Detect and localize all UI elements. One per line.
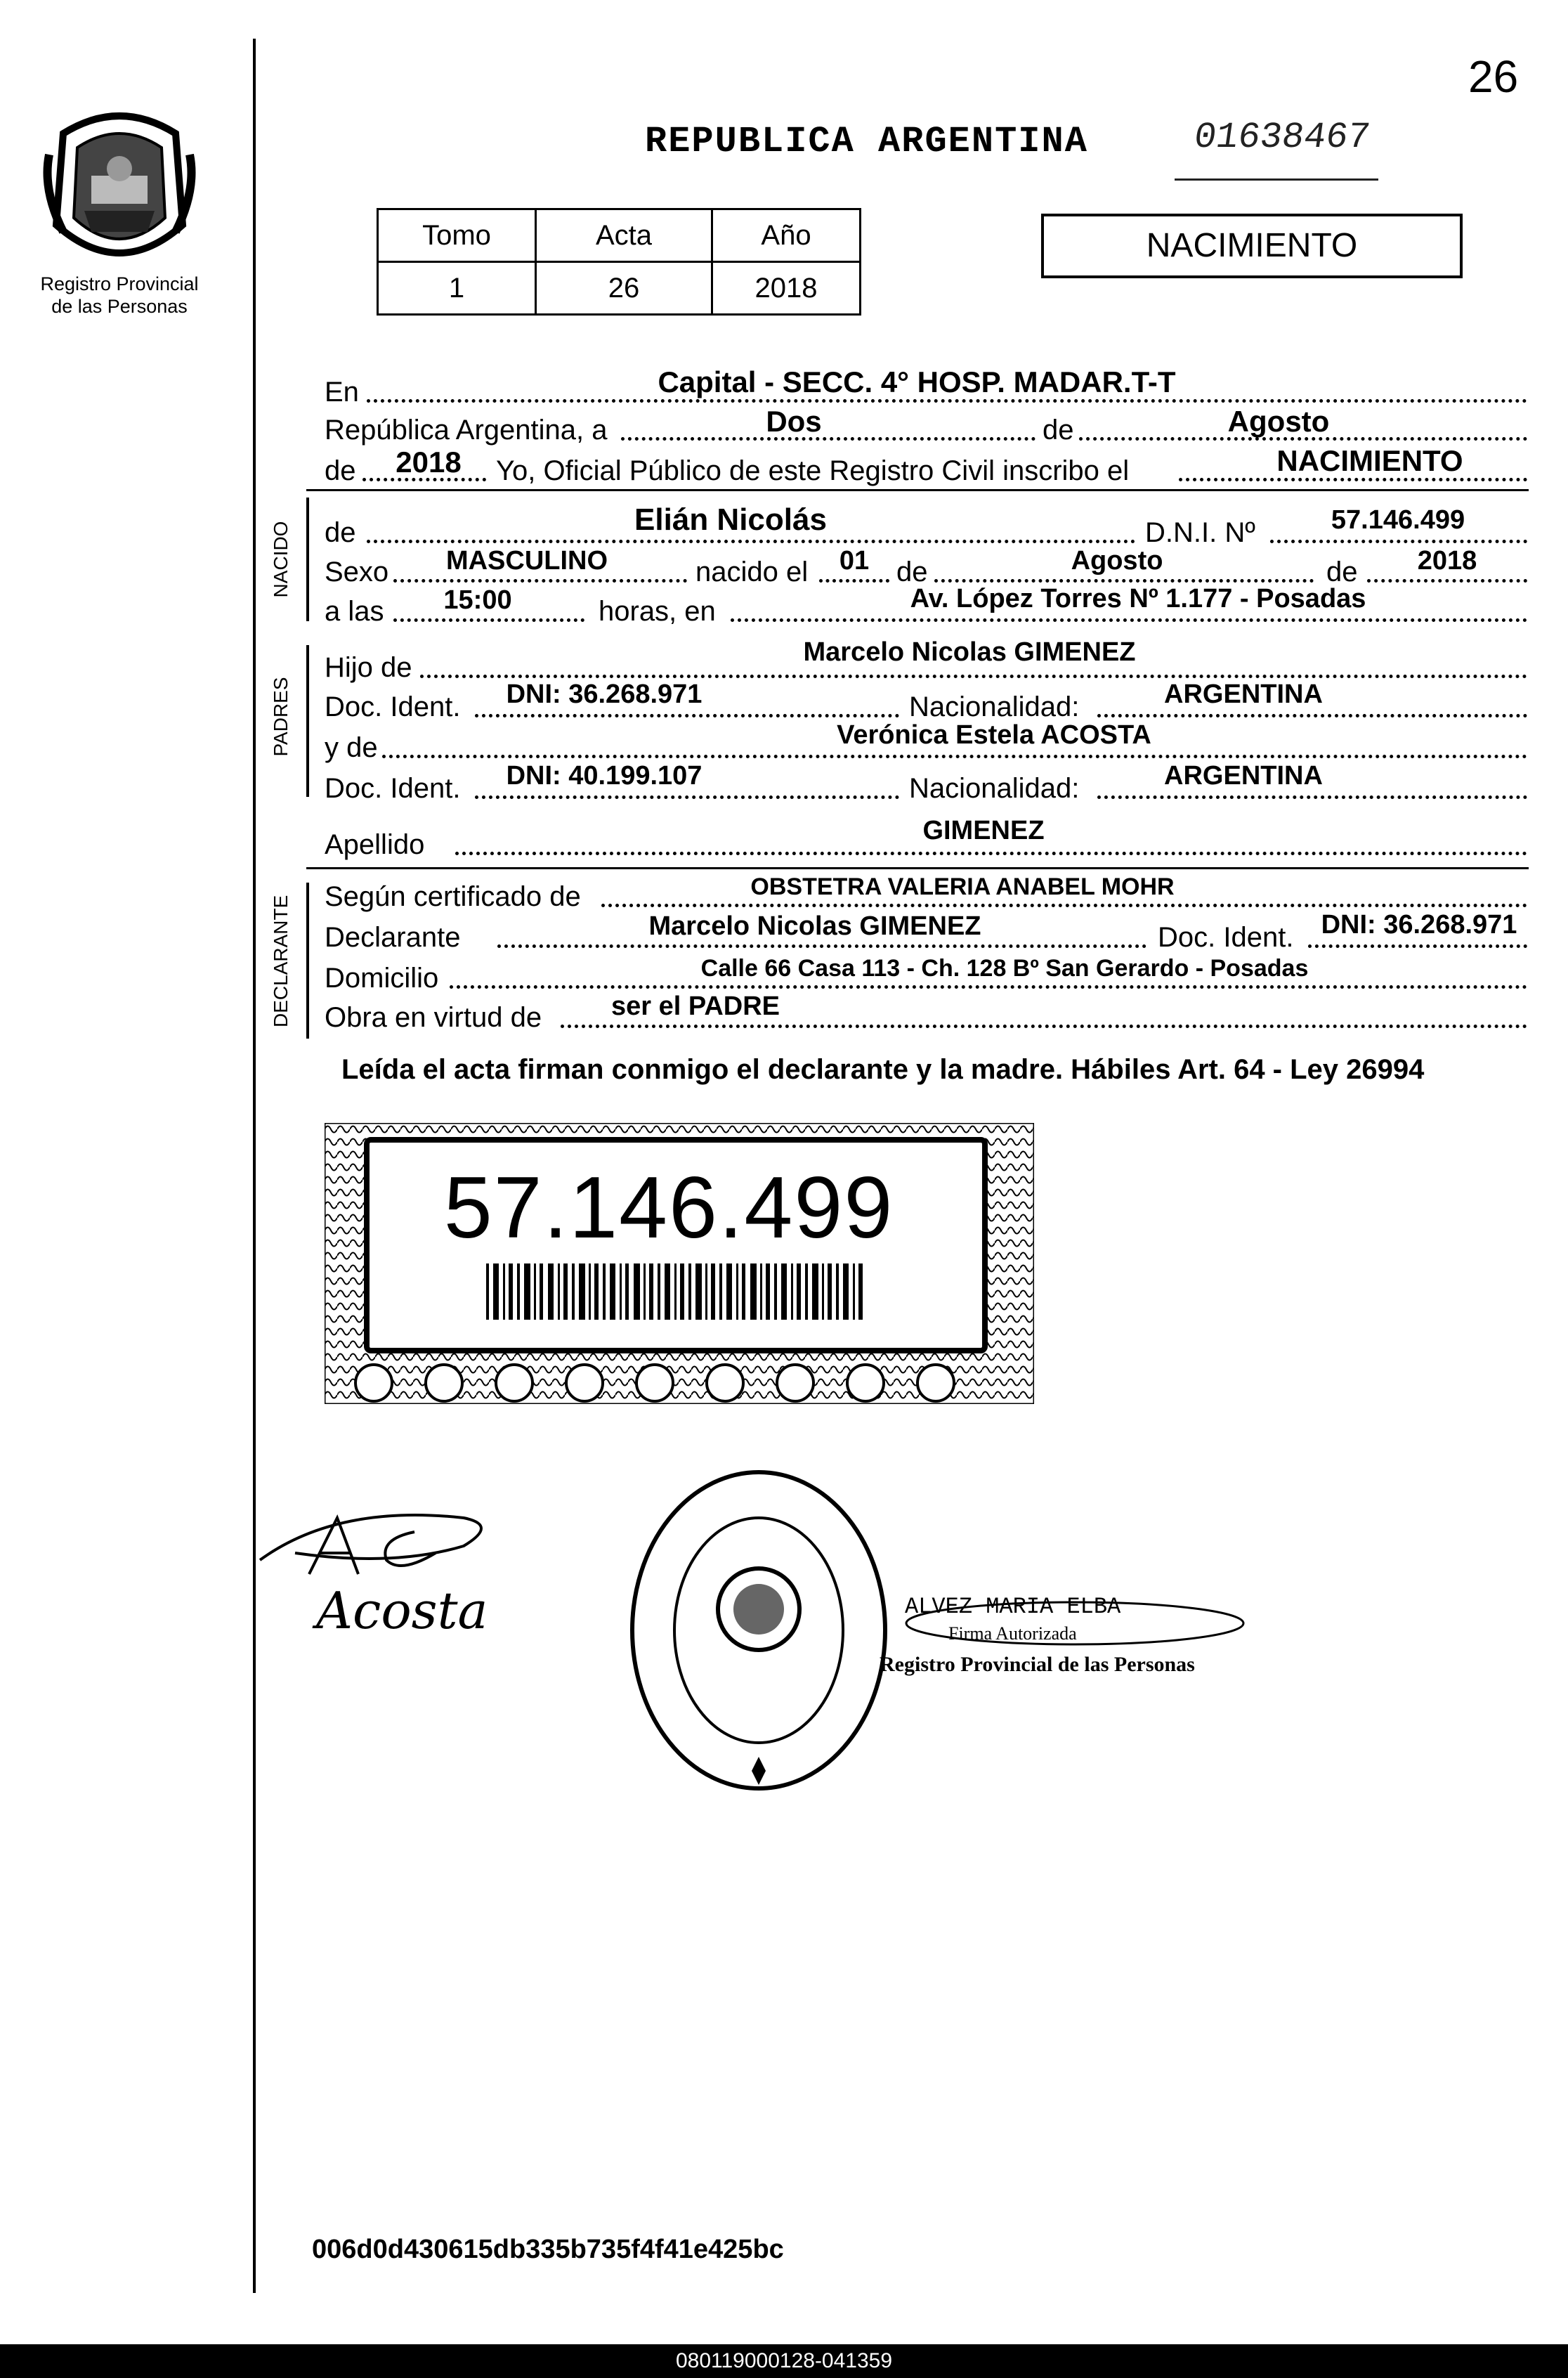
official-text: Yo, Oficial Público de este Registro Civil inscribo el	[496, 455, 1130, 486]
hijo-label: Hijo de	[325, 652, 412, 683]
ref-value-tomo: 1	[378, 262, 536, 315]
mother-nat-label: Nacionalidad:	[909, 773, 1080, 804]
father-nat-label: Nacionalidad:	[909, 691, 1080, 722]
declarante-name: Marcelo Nicolas GIMENEZ	[648, 911, 981, 941]
signing-note: Leída el acta firman conmigo el declarante y la madre. Hábiles Art. 64 - Ley 26994	[341, 1054, 1425, 1085]
declarante-doc-label: Doc. Ident.	[1158, 922, 1294, 953]
dots	[393, 618, 584, 622]
apellido-label: Apellido	[325, 829, 425, 860]
section-rule	[306, 867, 1529, 869]
dots	[367, 399, 1527, 403]
birth-time: 15:00	[443, 585, 512, 615]
dots	[420, 675, 1527, 678]
dots	[455, 852, 1527, 855]
record-type-box: NACIMIENTO	[1041, 214, 1463, 278]
registry-label-line2: de las Personas	[51, 296, 188, 317]
mother-nationality: ARGENTINA	[1164, 761, 1323, 791]
document-hash: 006d0d430615db335b735f4f41e425bc	[312, 2235, 784, 2264]
margin-rule	[253, 39, 256, 2293]
nacido-section-label: NACIDO	[270, 521, 292, 598]
dni-label: D.N.I. Nº	[1145, 517, 1255, 548]
dni-sticker	[325, 1123, 1034, 1404]
declarante-section-label: DECLARANTE	[270, 895, 292, 1027]
birth-month: Agosto	[1071, 546, 1163, 576]
dots	[621, 437, 1035, 441]
dots	[1367, 579, 1527, 583]
official-subtitle: Firma Autorizada	[948, 1623, 1077, 1644]
father-doc: DNI: 36.268.971	[506, 680, 703, 709]
province-seal	[42, 105, 197, 274]
month-value: Agosto	[1227, 405, 1330, 438]
place-value: Capital - SECC. 4° HOSP. MADAR.T-T	[658, 365, 1176, 398]
nacido-de-label-3: de	[1326, 557, 1358, 587]
ref-header-acta: Acta	[536, 209, 712, 262]
cert-value: OBSTETRA VALERIA ANABEL MOHR	[750, 873, 1175, 900]
ref-table	[377, 208, 861, 316]
declarante-label: Declarante	[325, 922, 461, 953]
obra-label: Obra en virtud de	[325, 1002, 542, 1033]
mother-name: Verónica Estela ACOSTA	[837, 720, 1151, 750]
dots	[1097, 795, 1527, 799]
father-nationality: ARGENTINA	[1164, 680, 1323, 709]
serial-underline	[1175, 178, 1378, 181]
obra-value: ser el PADRE	[610, 992, 780, 1021]
dots	[475, 714, 899, 717]
official-name: ALVEZ MARIA ELBA	[905, 1594, 1121, 1620]
domicilio-value: Calle 66 Casa 113 - Ch. 128 Bº San Gerardo - Posadas	[700, 955, 1309, 982]
padres-bar	[306, 645, 309, 797]
domicilio-label: Domicilio	[325, 963, 439, 994]
dots	[934, 579, 1314, 583]
mother-doc: DNI: 40.199.107	[506, 761, 703, 791]
ref-header-tomo: Tomo	[378, 209, 536, 262]
nacido-bar	[306, 498, 309, 621]
day-value: Dos	[766, 405, 822, 438]
dots	[475, 795, 899, 799]
dots	[1270, 540, 1527, 543]
declarante-doc: DNI: 36.268.971	[1321, 910, 1517, 940]
dots	[1179, 478, 1527, 481]
footer-code: 080119000128-041359	[0, 2344, 1568, 2378]
serial-number: 01638467	[1191, 117, 1373, 158]
sexo-label: Sexo	[325, 557, 389, 587]
dots	[601, 904, 1527, 907]
birth-place: Av. López Torres Nº 1.177 - Posadas	[910, 584, 1366, 613]
year-prefix-label: de	[325, 455, 356, 486]
year-value: 2018	[396, 446, 462, 479]
inscribed-value: NACIMIENTO	[1276, 444, 1463, 477]
apellido-value: GIMENEZ	[922, 816, 1045, 845]
cert-label: Según certificado de	[325, 881, 581, 912]
birth-year: 2018	[1417, 546, 1477, 576]
dots	[497, 944, 1146, 948]
dots	[382, 755, 1527, 758]
horas-label: horas, en	[599, 596, 716, 627]
registry-stamp-icon	[618, 1462, 899, 1799]
de-label: de	[1043, 415, 1074, 446]
nacido-de-label-2: de	[896, 557, 928, 587]
child-dni: 57.146.499	[1331, 505, 1465, 535]
dots	[367, 540, 1135, 543]
ref-value-acta: 26	[536, 262, 712, 315]
en-label: En	[325, 377, 359, 408]
document-title: REPUBLICA ARGENTINA	[645, 121, 1088, 162]
sexo-value: MASCULINO	[445, 546, 608, 576]
registry-label-line1: Registro Provincial	[40, 273, 199, 294]
dots	[1097, 714, 1527, 717]
republic-label: República Argentina, a	[325, 415, 608, 446]
nacido-de-label: de	[325, 517, 356, 548]
barcode-icon	[486, 1263, 863, 1320]
dots	[393, 579, 687, 583]
province-seal-icon	[42, 105, 197, 274]
padres-section-label: PADRES	[270, 677, 292, 757]
father-name: Marcelo Nicolas GIMENEZ	[803, 637, 1136, 667]
dots	[450, 985, 1527, 989]
mother-signature	[253, 1476, 534, 1658]
dots	[1308, 944, 1527, 948]
ref-value-ano: 2018	[712, 262, 861, 315]
sticker-dni-number: 57.146.499	[443, 1159, 894, 1256]
registry-label	[28, 273, 211, 318]
section-rule	[306, 489, 1529, 491]
ref-header-ano: Año	[712, 209, 861, 262]
page-number: 26	[1468, 51, 1519, 102]
father-doc-label: Doc. Ident.	[325, 691, 461, 722]
mother-signature-text: Acosta	[316, 1581, 488, 1640]
nacido-el-label: nacido el	[695, 557, 809, 587]
mother-doc-label: Doc. Ident.	[325, 773, 461, 804]
official-registry: Registro Provincial de las Personas	[880, 1653, 1195, 1676]
dots	[561, 1025, 1527, 1028]
declarante-bar	[306, 883, 309, 1039]
dots	[731, 618, 1527, 622]
registry-stamp	[618, 1462, 899, 1799]
alas-label: a las	[325, 596, 384, 627]
child-name: Elián Nicolás	[634, 502, 827, 537]
dots	[819, 579, 889, 583]
birth-day: 01	[839, 546, 870, 576]
yde-label: y de	[325, 732, 378, 763]
